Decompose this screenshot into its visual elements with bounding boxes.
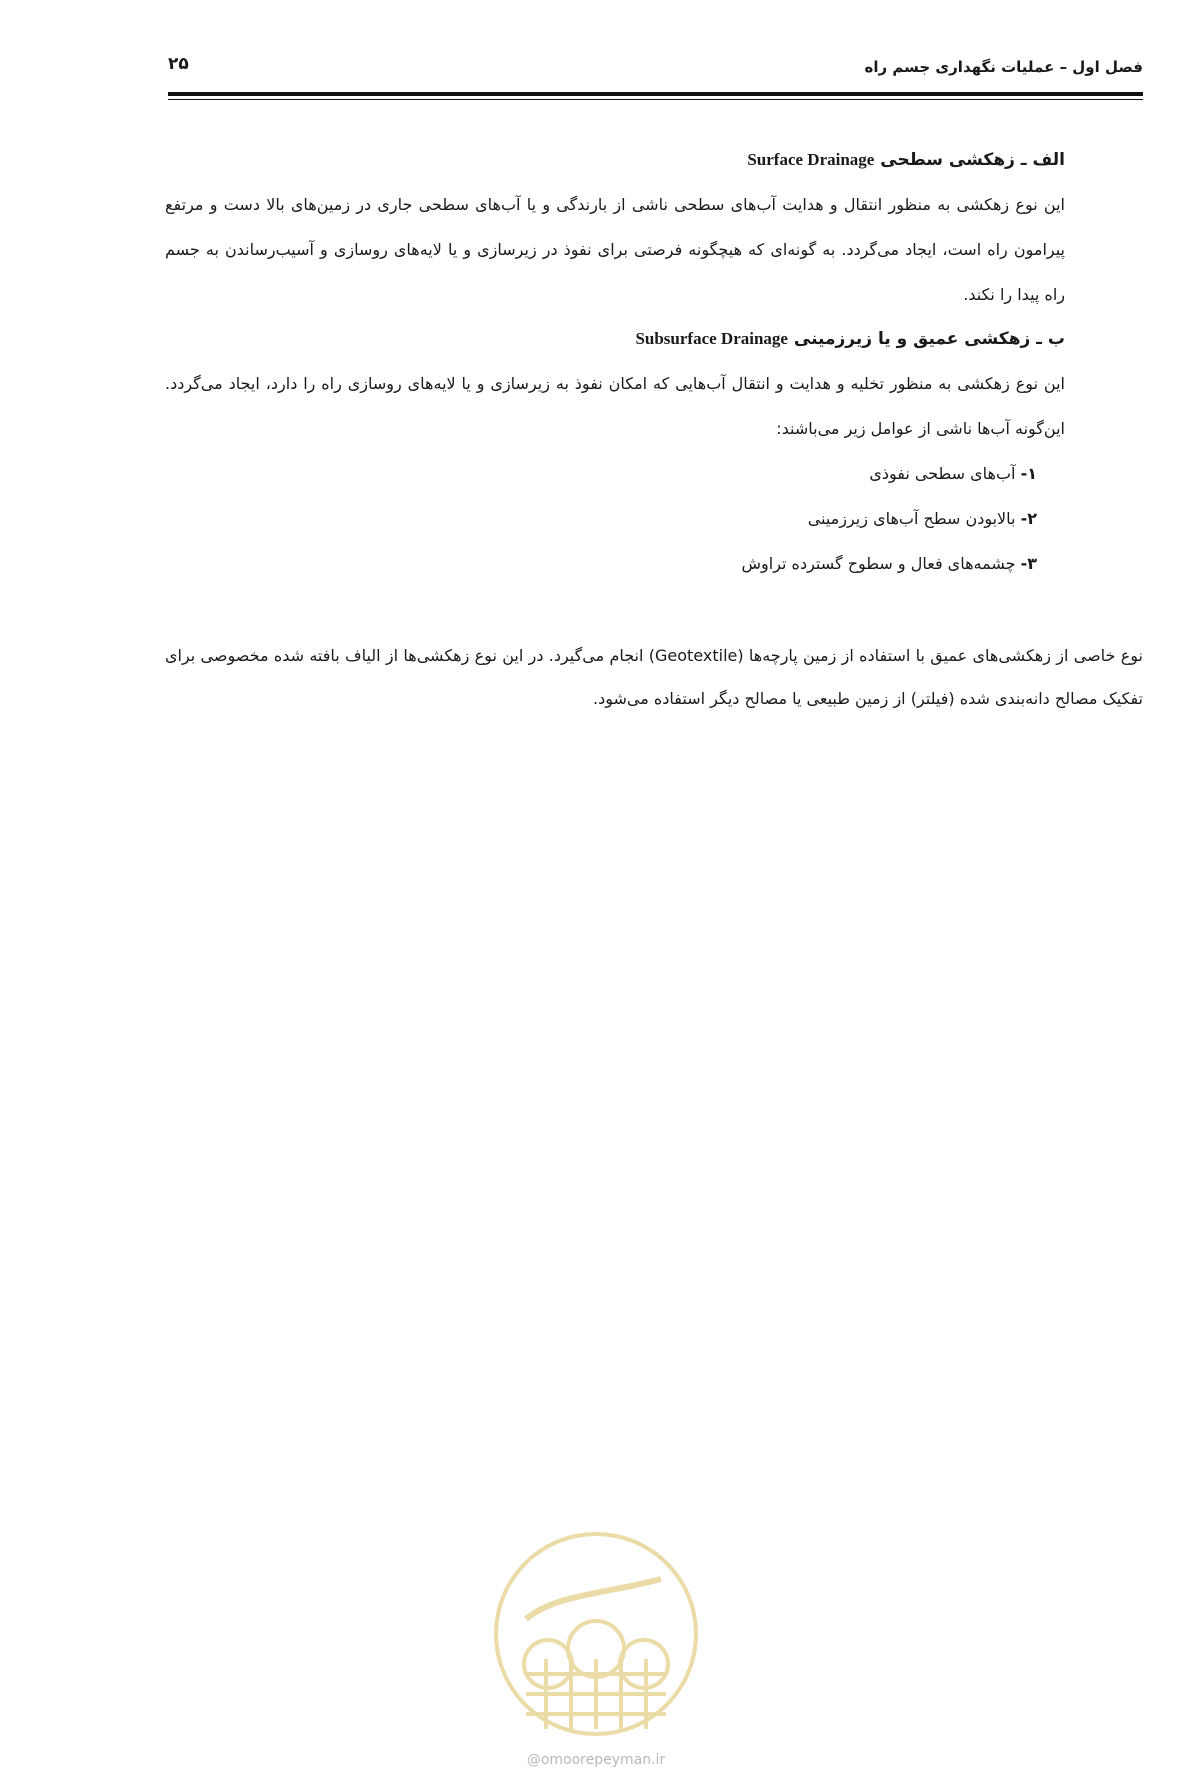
list-item (165, 541, 1037, 586)
list-item-number: ۱- (1020, 464, 1037, 483)
list-item-text: چشمه‌های فعال و سطوح گسترده تراوش (741, 554, 1016, 573)
list-item-text: بالابودن سطح آب‌های زیرزمینی (807, 509, 1016, 528)
section-b-heading (165, 317, 1065, 361)
page-number: ۲۵ (168, 54, 189, 74)
section-a-paragraph: این نوع زهکشی به منظور انتقال و هدایت آب‌های سطحی ناشی از بارندگی و یا آب‌های سطحی جاری در زمین‌های بالا دست و مرتفع پیرامون راه است، ایجاد می‌گردد. به گونه‌ای که هیچگونه فرصتی برای نفوذ در زیرسازی و یا لایه‌های روسازی و آسیب‌رساندن به جسم راه پیدا را نکند. (165, 195, 1065, 304)
section-a-heading-en: Surface Drainage (747, 150, 875, 169)
list-item-number: ۲- (1020, 509, 1037, 528)
watermark-site: @omoorepeyman.ir (526, 1752, 666, 1768)
list-item-text: آب‌های سطحی نفوذی (869, 464, 1016, 483)
list-item-number: ۳- (1020, 554, 1037, 573)
section-a-heading-fa: الف ـ زهکشی سطحی (880, 150, 1065, 170)
main-content (165, 138, 1065, 586)
section-a-heading (165, 138, 1065, 182)
running-header (168, 50, 1143, 90)
watermark-logo (486, 1524, 706, 1744)
list-item (165, 496, 1037, 541)
list-item (165, 451, 1037, 496)
section-b-heading-fa: ب ـ زهکشی عمیق و یا زیرزمینی (793, 329, 1065, 349)
section-b-heading-en: Subsurface Drainage (635, 329, 788, 348)
geotextile-note: نوع خاصی از زهکشی‌های عمیق با استفاده از زمین پارچه‌ها (Geotextile) انجام می‌گیرد. در این نوع زهکشی‌ها از الیاف بافته شده مخصوصی برای تفکیک مصالح دانه‌بندی شده (فیلتر) از زمین طبیعی یا مصالح دیگر استفاده می‌شود. (165, 646, 1144, 708)
chapter-title: فصل اول – عملیات نگهداری جسم راه (864, 58, 1143, 76)
header-rule-thin (168, 99, 1143, 100)
section-b-paragraph: این نوع زهکشی به منظور تخلیه و هدایت و انتقال آب‌هایی که امکان نفوذ به زیرسازی و یا لایه‌های روسازی راه را دارد، ایجاد می‌گردد. این‌گونه آب‌ها ناشی از عوامل زیر می‌باشند: (165, 374, 1065, 438)
causes-list (165, 451, 1065, 586)
header-rule-thick (168, 92, 1143, 96)
